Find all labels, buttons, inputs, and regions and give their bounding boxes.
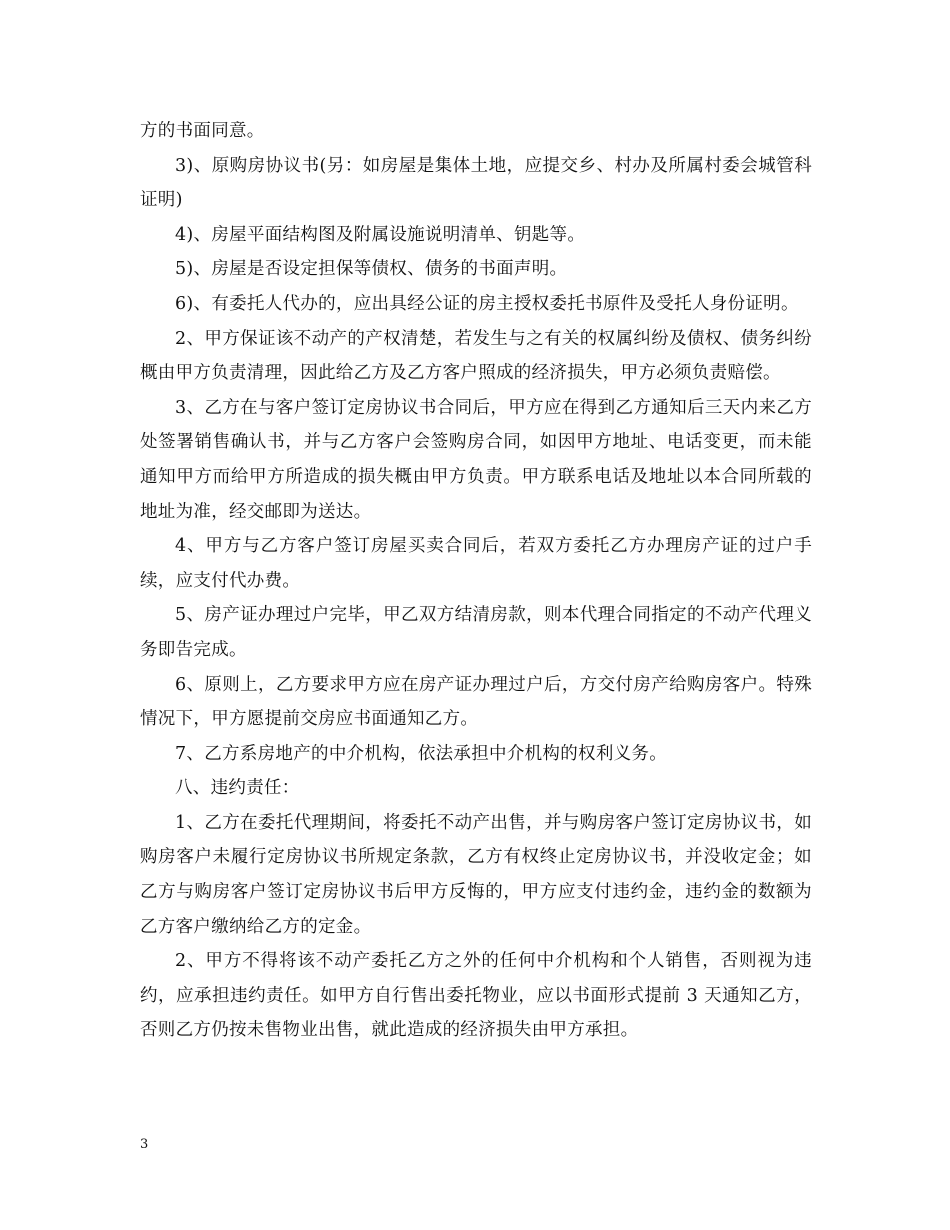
paragraph: 7、乙方系房地产的中介机构，依法承担中介机构的权利义务。 (175, 743, 668, 764)
paragraph: 5)、房屋是否设定担保等债权、债务的书面声明。 (175, 259, 568, 280)
paragraph: 6、原则上，乙方要求甲方应在房产证办理过户后，方交付房产给购房客户。特殊情况下，甲方愿提前交房应书面通知乙方。 (140, 674, 812, 730)
paragraph: 3、乙方在与客户签订定房协议书合同后，甲方应在得到乙方通知后三天内来乙方处签署销售确认书，并与乙方客户会签购房合同，如因甲方地址、电话变更，而未能通知甲方而给甲方所造成的损失概由甲方负责。甲方联系电话及地址以本合同所载的地址为准，经交邮即为送达。 (140, 397, 812, 522)
document-body (140, 114, 812, 1048)
paragraph: 2、甲方不得将该不动产委托乙方之外的任何中介机构和个人销售，否则视为违约，应承担违约责任。如甲方自行售出委托物业，应以书面形式提前 3 天通知乙方，否则乙方仍按未售物业出售，就此造成的经济损失由甲方承担。 (140, 951, 812, 1041)
paragraph: 2、甲方保证该不动产的产权清楚，若发生与之有关的权属纠纷及债权、债务纠纷概由甲方负责清理，因此给乙方及乙方客户照成的经济损失，甲方必须负责赔偿。 (140, 328, 812, 384)
paragraph: 6)、有委托人代办的，应出具经公证的房主授权委托书原件及受托人身份证明。 (175, 293, 799, 314)
paragraph: 5、房产证办理过户完毕，甲乙双方结清房款，则本代理合同指定的不动产代理义务即告完成。 (140, 605, 812, 660)
paragraph: 3)、原购房协议书(另：如房屋是集体土地，应提交乡、村办及所属村委会城管科证明) (140, 155, 812, 211)
paragraph: 方的书面同意。 (140, 121, 265, 141)
paragraph: 4、甲方与乙方客户签订房屋买卖合同后，若双方委托乙方办理房产证的过户手续，应支付代办费。 (140, 536, 812, 591)
paragraph: 4)、房屋平面结构图及附属设施说明清单、钥匙等。 (175, 224, 586, 245)
paragraph: 1、乙方在委托代理期间，将委托不动产出售，并与购房客户签订定房协议书，如购房客户未履行定房协议书所规定条款，乙方有权终止定房协议书，并没收定金；如乙方与购房客户签订定房协议书后甲方反悔的，甲方应支付违约金，违约金的数额为乙方客户缴纳给乙方的定金。 (140, 812, 812, 937)
page-number: 3 (140, 1137, 149, 1152)
section-heading: 八、违约责任： (175, 778, 300, 799)
